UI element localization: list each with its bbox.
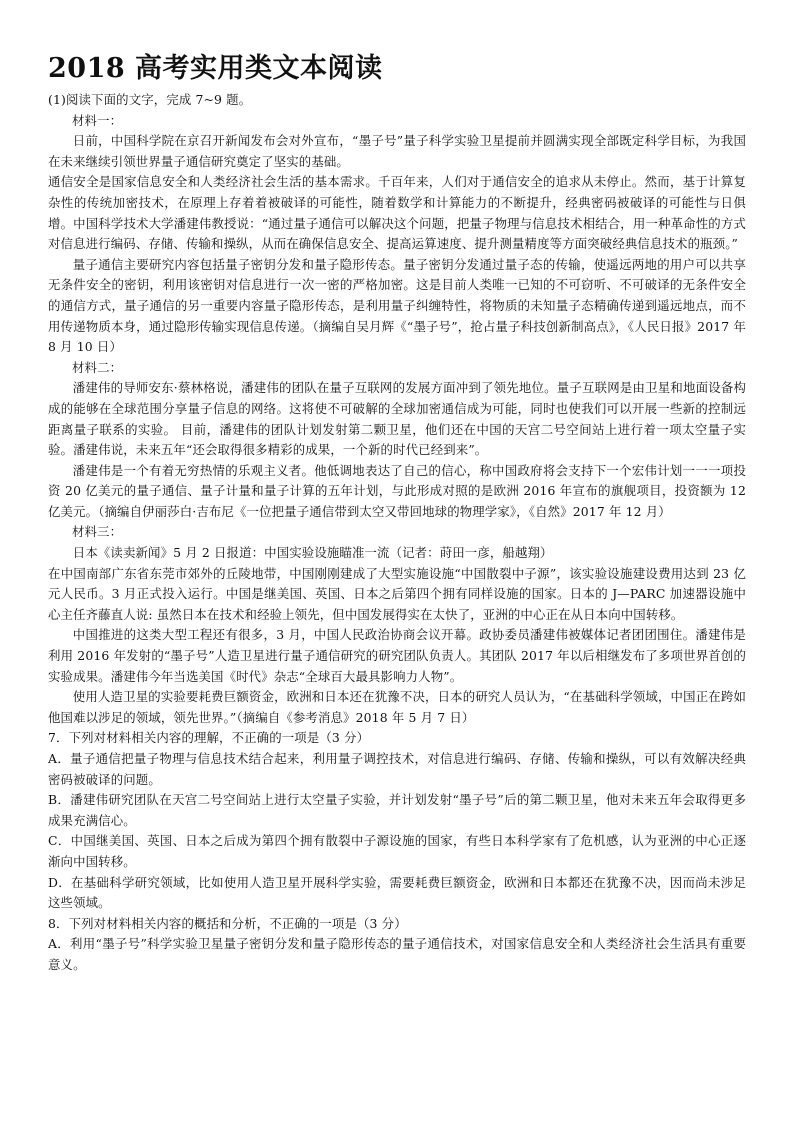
question-7-option-a: A．量子通信把量子物理与信息技术结合起来，利用量子调控技术，对信息进行编码、存储、传输和操纵，可以有效解决经典密码被破译的问题。 xyxy=(48,751,746,787)
material2-paragraph-1: 潘建伟的导师安东·蔡林格说，潘建伟的团队在量子互联网的发展方面冲到了领先地位。量子互联网是由卫星和地面设备构成的能够在全球范围分享量子信息的网络。这将使不可破解的全球加密通信成为可能，同时也使我们可以开展一些新的控制远距离量子联系的实验。 目前，潘建伟的团队计划发射第二颗卫星，他们还在中国的天宫二号空间站上进行着一项太空量子实验。潘建伟说，未来五年“还会取得很多精彩的成果，一个新的时代已经到来”。 xyxy=(48,380,746,458)
instruction: (1)阅读下面的文字，完成 7~9 题。 xyxy=(48,92,252,107)
question-8-option-a: A．利用“墨子号”科学实验卫星量子密钥分发和量子隐形传态的量子通信技术，对国家信息安全和人类经济社会生活具有重要意义。 xyxy=(48,936,746,972)
question-7-stem: 7．下列对材料相关内容的理解，不正确的一项是（3 分） xyxy=(48,730,370,746)
material1-paragraph-1: 日前，中国科学院在京召开新闻发布会对外宣布，“墨子号”量子科学实验卫星提前并圆满实现全部既定科学目标，为我国在未来继续引领世界量子通信研究奠定了坚实的基础。 xyxy=(48,133,746,169)
material2-paragraph-2: 潘建伟是一个有着无穷热情的乐观主义者。他低调地表达了自己的信心，称中国政府将会支持下一个宏伟计划一一一项投资 20 亿美元的量子通信、量子计量和量子计算的五年计划，与此形成对照的是欧洲 2016 年宣布的旗舰项目，投资额为 12 亿美元。（摘编自伊丽莎白·吉布尼《一位把量子通信带到太空又带回地球的物理学家》，《自然》2017 年 12 月） xyxy=(48,462,746,519)
material3-paragraph-1: 在中国南部广东省东莞市郊外的丘陵地带，中国刚刚建成了大型实施设施“中国散裂中子源”，该实验设施建设费用达到 23 亿元人民币。3 月正式投入运行。中国是继美国、英国、日本之后第四个拥有同样设施的国家。日本的 J—PARC 加速器设施中心主任齐藤直人说: 虽然日本在技术和经验上领先，但中国发展得实在太快了，亚洲的中心正在从日本向中国转移。 xyxy=(48,565,746,622)
material2-label: 材料二： xyxy=(72,359,123,375)
material3-label: 材料三： xyxy=(72,524,123,540)
question-8-stem: 8．下列对材料相关内容的概括和分析，不正确的一项是（3 分） xyxy=(48,915,407,931)
question-7-option-b: B．潘建伟研究团队在天宫二号空间站上进行太空量子实验，并计划发射“墨子号”后的第二颗卫星，他对未来五年会取得更多成果充满信心。 xyxy=(48,792,746,828)
material1-paragraph-2: 通信安全是国家信息安全和人类经济社会生活的基本需求。千百年来，人们对于通信安全的追求从未停止。然而，基于计算复杂性的传统加密技术，在原理上存着着被破译的可能性，随着数学和计算能力的不断提升，经典密码被破译的可能性与日俱增。中国科学技术大学潘建伟教授说：“通过量子通信可以解决这个问题，把量子物理与信息技术相结合，用一种革命性的方式对信息进行编码、存储、传输和操纵，从而在确保信息安全、提高运算速度、提升测量精度等方面突破经典信息技术的瓶颈。” xyxy=(48,174,746,252)
material3-paragraph-3: 使用人造卫星的实验要耗费巨额资金，欧洲和日本还在犹豫不决，日本的研究人员认为，“在基础科学领域，中国正在跨如他国难以涉足的领域，领先世界。”（摘编自《参考消息》2018 年 5 月 7 日） xyxy=(48,689,746,725)
page-title: 2018 高考实用类文本阅读 xyxy=(48,53,383,84)
question-7-option-d: D．在基础科学研究领域，比如使用人造卫星开展科学实验，需要耗费巨额资金，欧洲和日本都还在犹豫不决，因而尚未涉足这些领域。 xyxy=(48,874,746,911)
material1-label: 材料一： xyxy=(72,112,123,128)
material3-paragraph-2: 中国推进的这类大型工程还有很多，3 月，中国人民政治协商会议开幕。政协委员潘建伟被媒体记者团团围住。潘建伟是利用 2016 年发射的“墨子号”人造卫星进行量子通信研究的研究团队负责人。其团队 2017 年以后相继发布了多项世界首创的实验成果。潘建伟今年当选美国《时代》杂志“全球百大最具影响力人物”。 xyxy=(48,627,746,684)
material1-paragraph-3: 量子通信主要研究内容包括量子密钥分发和量子隐形传态。量子密钥分发通过量子态的传输，使遥远两地的用户可以共享无条件安全的密钥，利用该密钥对信息进行一次一密的严格加密。这是目前人类唯一已知的不可窃听、不可破译的无条件安全的通信方式，量子通信的另一重要内容量子隐形传态，是利用量子纠缠特性，将物质的未知量子态精确传递到遥远地点，而不用传递物质本身，通过隐形传输实现信息传递。（摘编自吴月辉《“墨子号”，抢占量子科技创新制高点》，《人民日报》2017 年 8 月 10 日） xyxy=(48,256,746,355)
material3-paragraph-0: 日本《读卖新闻》5 月 2 日报道：中国实验设施瞄准一流（记者：莳田一彦，船越翔） xyxy=(72,545,553,561)
question-7-option-c: C．中国继美国、英国、日本之后成为第四个拥有散裂中子源设施的国家，有些日本科学家有了危机感，认为亚洲的中心正逐渐向中国转移。 xyxy=(48,833,746,869)
